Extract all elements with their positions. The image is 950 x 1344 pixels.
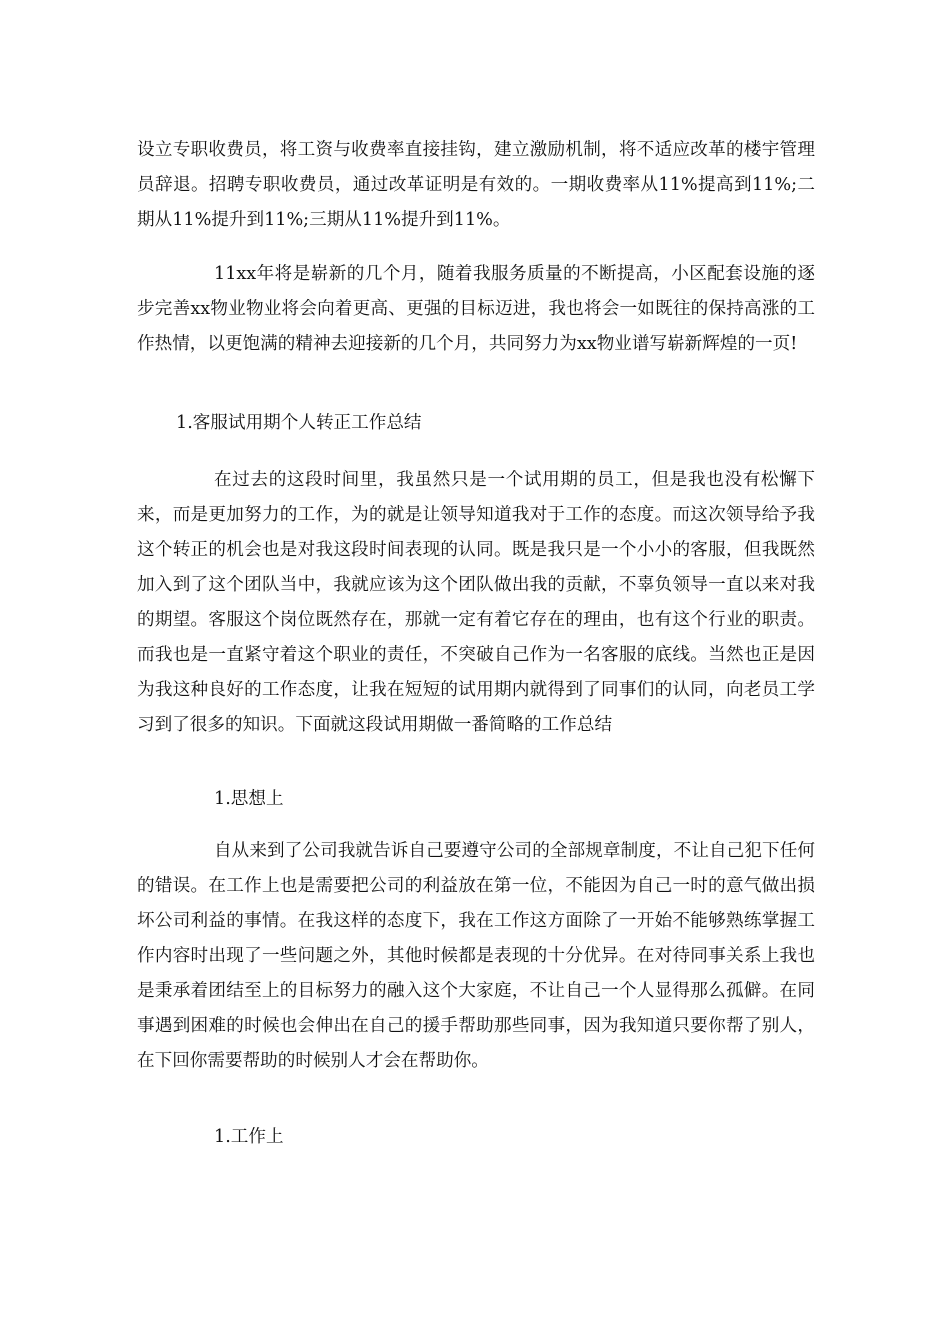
paragraph-thinking: 自从来到了公司我就告诉自己要遵守公司的全部规章制度，不让自己犯下任何的错误。在工作上也是需要把公司的利益放在第一位，不能因为自己一时的意气做出损坏公司利益的事情。在我这样的态度下，我在工作这方面除了一开始不能够熟练掌握工作内容时出现了一些问题之外，其他时候都是表现的十分优异。在对待同事关系上我也是秉承着团结至上的目标努力的融入这个大家庭，不让自己一个人显得那么孤僻。在同事遇到困难的时候也会伸出在自己的援手帮助那些同事，因为我知道只要你帮了别人，在下回你需要帮助的时候别人才会在帮助你。 — [137, 841, 815, 1071]
paragraph-outlook: 11xx年将是崭新的几个月，随着我服务质量的不断提高，小区配套设施的逐步完善xx物业物业将会向着更高、更强的目标迈进，我也将会一如既往的保持高涨的工作热情，以更饱满的精神去迎接新的几个月，共同努力为xx物业谱写崭新辉煌的一页! — [137, 264, 815, 354]
heading-probation-summary: 1.客服试用期个人转正工作总结 — [176, 413, 422, 433]
heading-work: 1.工作上 — [214, 1127, 284, 1147]
paragraph-fee-reform: 设立专职收费员，将工资与收费率直接挂钩，建立激励机制，将不适应改革的楼宇管理员辞退。招聘专职收费员，通过改革证明是有效的。一期收费率从11%提高到11%;二期从11%提升到11%;三期从11%提升到11%。 — [137, 140, 815, 230]
heading-thinking: 1.思想上 — [214, 789, 284, 809]
paragraph-probation-intro: 在过去的这段时间里，我虽然只是一个试用期的员工，但是我也没有松懈下来，而是更加努力的工作，为的就是让领导知道我对于工作的态度。而这次领导给予我这个转正的机会也是对我这段时间表现的认同。既是我只是一个小小的客服，但我既然加入到了这个团队当中，我就应该为这个团队做出我的贡献，不辜负领导一直以来对我的期望。客服这个岗位既然存在，那就一定有着它存在的理由，也有这个行业的职责。而我也是一直紧守着这个职业的责任，不突破自己作为一名客服的底线。当然也正是因为我这种良好的工作态度，让我在短短的试用期内就得到了同事们的认同，向老员工学习到了很多的知识。下面就这段试用期做一番简略的工作总结 — [137, 470, 815, 735]
